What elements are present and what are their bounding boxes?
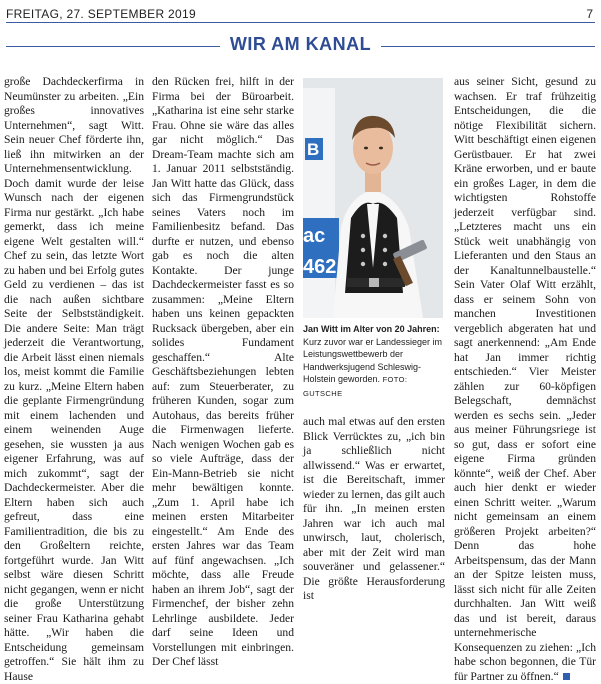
article-text: große Dachdeckerfirma in Neumünster zu arbeiten. „Ein großes innovatives Unternehmen“, sagt Witt. Sein neuer Chef förderte ihn, ließ ihn mitwirken an der Unternehmensentwicklung. Doch damit wurde der leise Wunsch nach der eigenen Firma nur gestärkt. „Ich habe gemerkt, dass ich meine eigene Welt gestalten will.“ Chef zu sein, das letzte Wort zu haben und bei Erfolg gutes Geld zu verdienen – das ist die nach außen sichtbare Seite der Selbstständigkeit. Die andere Seite: Man trägt jederzeit die Verantwortung, die Arbeit lässt einen niemals los, meist kommt die Familie zu kurz. „Meine Eltern haben die geplante Firmengründung mit einem lachenden und einem weinenden Auge gesehen, sie wussten ja aus eigener Erfahrung, was auf mich zukommt“, sagt der Dachdeckermeister. Aber die Eltern haben sich auch gefreut, dass eine Familientradition, die bis zu den Großeltern reichte, fortgeführt wurde. Jan Witt selbst wäre diesen Schritt nicht gegangen, wenn er nicht die große Unterstützung seiner Frau Katharina gehabt hätte. „Wir haben die Entscheidung gemeinsam getroffen.“ Sie hält ihm zu Hause xyxy=(4,75,144,683)
section-title-text: WIR AM KANAL xyxy=(220,34,381,54)
truck-text-462: 462 xyxy=(303,256,337,278)
caption-lead: Jan Witt im Alter von 20 Jahren: xyxy=(303,324,440,334)
article-text: den Rücken frei, hilft in der Firma bei der Büroarbeit. „Katharina ist eine sehr starke Frau. Ohne sie wäre das alles gar nicht möglich.“ Das Dream-Team machte sich am 1. Januar 2011 selbstständig. Jan Witt hatte das Glück, dass sich das Firmengrundstück seines Vaters noch im Familienbesitz befand. Das durfte er nutzen, und ebenso gab es noch die alten Kontakte. Der junge Dachdeckermeister fasst es so zusammen: „Meine Eltern haben uns keinen gepackten Rucksack übergeben, aber ein solides Fundament geschaffen.“ Alte Geschäftsbeziehungen lebten auf: zum Steuerberater, zu früheren Kunden, sogar zum Autohaus, das bereits früher die Firmenwagen lieferte. Nach wenigen Wochen gab es so viele Aufträge, dass der Ein-Mann-Betrieb sie nicht mehr bewältigen konnte. „Zum 1. April habe ich meinen ersten Mitarbeiter eingestellt.“ Am Ende des ersten Jahres war das Team auf fünf angewachsen. „Ich möchte, dass alle Freude haben an ihrem Job“, sagt der Firmenchef, der bisher zehn Lehrlinge ausbildete. Jeder darf seine Ideen und Vorstellungen mit einbringen. Der Chef lässt xyxy=(152,75,294,668)
article-column-3 xyxy=(454,75,596,684)
end-of-article-icon xyxy=(563,673,570,680)
person-photo-icon xyxy=(303,78,443,318)
issue-date: FREITAG, 27. SEPTEMBER 2019 xyxy=(6,7,196,21)
article-column-2 xyxy=(152,75,294,670)
article-column-2b xyxy=(303,415,445,604)
article-text-end: aus seiner Sicht, gesund zu wachsen. Er traf frühzeitig Entscheidungen, die die nötige Flexibilität sichern. Witt beschäftigt einen eigenen Gerüstbauer. Er hat zwei Kräne erworben, und er baute ein großes Lager, in dem die wichtigsten Rohstoffe jederzeit verfügbar sind. „Letzteres macht uns ein Stück weit unabhängig von Lieferanten und den Staus an der Kanaltunnelbaustelle.“ Sein Vater Olaf Witt erzählt, dass er seinem Sohn von manchen Investitionen vergeblich abgeraten hat und sagt anerkennend: „Am Ende hat Jan immer richtig entschieden.“ Vier Meister zählen zur 60-köpfigen Belegschaft, demnächst werden es sechs sein. „Jeder aus meiner Führungsriege ist so gut, dass er sofort eine eigene Firma gründen könnte“, weiß der Chef. Aber auch hier denkt er wieder einen Schritt weiter. „Warum nicht gemeinsam an einem größeren Projekt arbeiten?“ Denn das hohe Arbeitspensum, das der Mann an der Spitze leisten muss, lässt sich nicht für alle Zeiten durchhalten. Jan Witt weiß das und ist bereit, daraus unternehmerische Konsequenzen zu ziehen: „Ich habe schon begonnen, die Tür für Partner zu öffnen.“ xyxy=(454,75,596,683)
header-rule xyxy=(6,22,595,23)
caption-text: Kurz zuvor war er Landessieger im Leistungswettbewerb der Handwerksjugend Schleswig-Holstein geworden. xyxy=(303,336,443,384)
portrait-photo xyxy=(303,78,443,318)
article-text: auch mal etwas auf den ersten Blick Verrücktes zu, „ich bin ja schließlich nicht allwissend.“ Was er erwartet, ist die Bereitschaft, immer wieder zu lernen, das gilt auch für ihn. „In meinen ersten Jahren war ich auch mal unwirsch, laut, cholerisch, aber mit der Zeit wird man souveräner und gelassener.“ Die größte Herausforderung ist xyxy=(303,415,445,602)
photo-caption xyxy=(303,323,445,400)
page-number: 7 xyxy=(586,7,593,21)
truck-text-ac: ac xyxy=(303,225,326,247)
truck-letter-b: B xyxy=(307,140,320,159)
article-column-1 xyxy=(4,75,144,684)
photo-credit: FOTO: GUTSCHE xyxy=(303,375,408,398)
article-text xyxy=(454,75,596,684)
